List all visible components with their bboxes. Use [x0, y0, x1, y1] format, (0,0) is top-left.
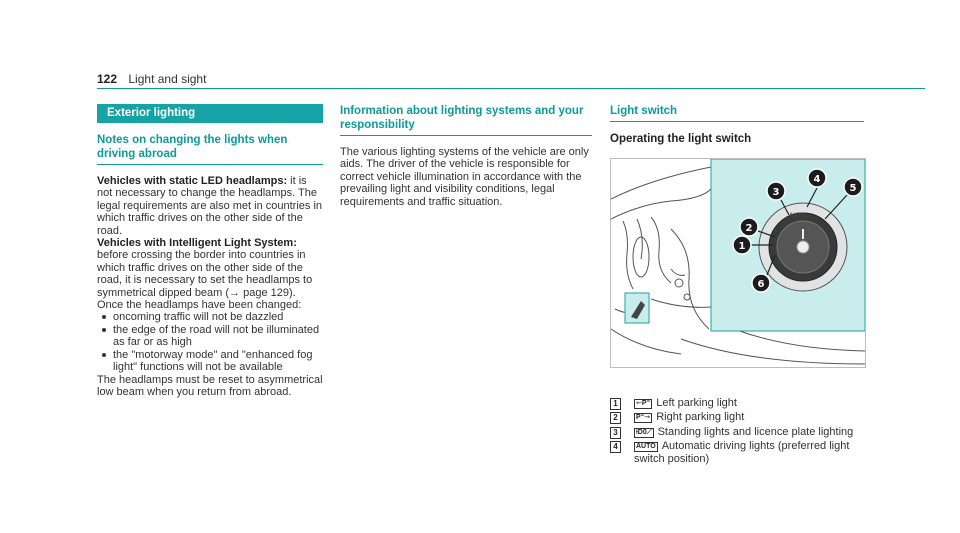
svg-text:AUTO: AUTO	[789, 212, 806, 219]
light-switch-dial	[759, 203, 847, 291]
svg-text:5: 5	[849, 183, 857, 194]
light-switch-heading: Light switch	[610, 104, 864, 122]
page-header	[97, 72, 206, 86]
light-switch-illustration	[611, 159, 865, 367]
right-parking-light-icon: P⁼⇾	[636, 414, 651, 422]
legend-key: 4	[610, 441, 621, 453]
callout-legend	[610, 397, 864, 465]
svg-text:1: 1	[738, 241, 746, 252]
callout-2	[740, 218, 758, 236]
callout-5	[844, 178, 862, 196]
callout-4	[808, 169, 826, 187]
page-number: 122	[97, 72, 118, 86]
svg-text:3: 3	[772, 187, 780, 198]
legend-item-auto: 4 AUTO Automatic driving lights (preferred light switch position)	[610, 440, 864, 465]
paragraph-once-changed: Once the headlamps have been changed:	[97, 299, 302, 312]
legend-key: 3	[610, 427, 621, 439]
legend-item-left-parking: 1 ⇽P⁼ Left parking light	[610, 397, 864, 409]
section-title: Light and sight	[128, 72, 207, 86]
responsibility-heading: Information about lighting systems and your responsibility	[340, 104, 592, 136]
paragraph-reset: The headlamps must be reset to asymmetrical low beam when you return from abroad.	[97, 373, 323, 398]
left-parking-light-icon: ⇽P⁼	[636, 400, 651, 407]
column-exterior-lighting	[97, 104, 323, 398]
svg-text:6: 6	[757, 279, 765, 290]
paragraph-static-led: Vehicles with static LED headlamps: it is not necessary to change the headlamps. The legal requirements are also met in countries in which traffic drives on the other side of the road.	[97, 175, 323, 237]
callout-1	[733, 236, 751, 254]
legend-item-right-parking: 2 P⁼⇾ Right parking light	[610, 411, 864, 423]
list-item: the "motorway mode" and "enhanced fog light" functions will not be available	[97, 349, 323, 374]
operating-subheading: Operating the light switch	[610, 133, 752, 145]
svg-text:4: 4	[813, 174, 821, 185]
list-item: the edge of the road will not be illuminated as far or as high	[97, 324, 323, 349]
bullet-list	[97, 311, 323, 373]
list-item: oncoming traffic will not be dazzled	[97, 311, 323, 323]
callout-3	[767, 182, 785, 200]
callout-6	[752, 274, 770, 292]
legend-key: 2	[610, 412, 621, 424]
column-light-switch	[610, 104, 864, 467]
svg-text:2: 2	[745, 223, 753, 234]
legend-item-standing-lights: 3 ⟊D0⟋ Standing lights and licence plate lighting	[610, 426, 864, 438]
paragraph-responsibility: The various lighting systems of the vehicle are only aids. The driver of the vehicle is responsible for correct vehicle illumination in accordance with the prevailing light and visibility conditions, legal requirements and traffic situation.	[340, 146, 589, 208]
section-band-title: Exterior lighting	[97, 104, 323, 123]
paragraph-intelligent-light: Vehicles with Intelligent Light System: before crossing the border into countries in which traffic drives on the other side of the road, it is necessary to set the headlamps to symmetrical dipped beam (→ page 129).	[97, 237, 313, 299]
header-rule	[97, 88, 925, 89]
light-switch-figure	[610, 158, 866, 368]
notes-heading: Notes on changing the lights when driving abroad	[97, 133, 323, 165]
standing-lights-icon: ⟊D0⟋	[636, 428, 652, 436]
column-responsibility	[340, 104, 592, 208]
legend-key: 1	[610, 398, 621, 410]
auto-lights-icon: AUTO	[636, 443, 656, 451]
